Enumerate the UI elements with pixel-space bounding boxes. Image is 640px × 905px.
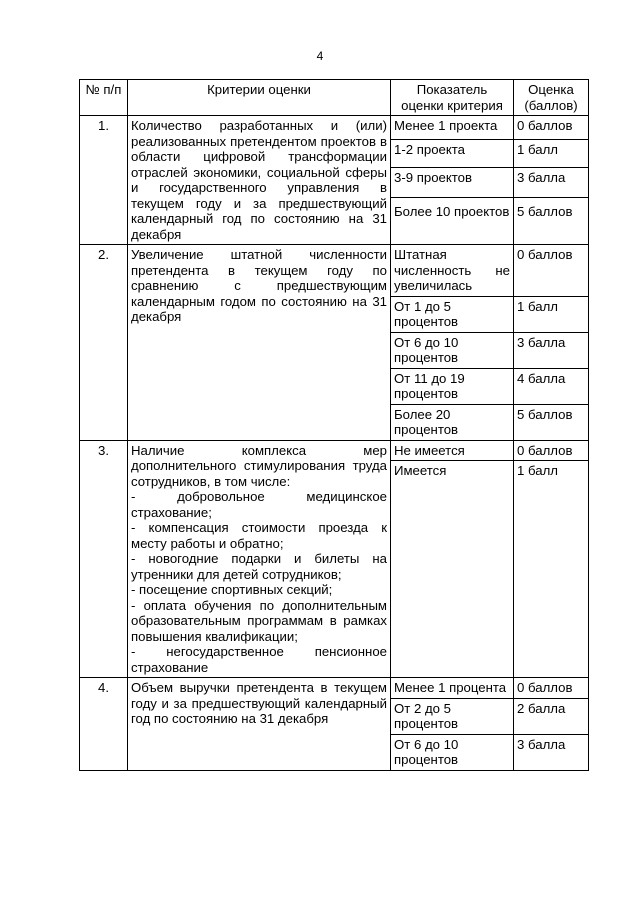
row-number: 1. bbox=[80, 116, 128, 245]
row-number: 4. bbox=[80, 678, 128, 771]
score-cell: 3 балла bbox=[514, 734, 589, 770]
indicator-cell: 1-2 проекта bbox=[391, 140, 514, 168]
score-cell: 4 балла bbox=[514, 368, 589, 404]
indicator-cell: От 6 до 10 процентов bbox=[391, 332, 514, 368]
header-score: Оценка (баллов) bbox=[514, 80, 589, 116]
score-cell: 5 баллов bbox=[514, 404, 589, 440]
score-cell: 2 балла bbox=[514, 698, 589, 734]
criteria-table bbox=[79, 79, 589, 771]
indicator-cell: 3-9 проектов bbox=[391, 168, 514, 198]
indicator-cell: От 11 до 19 процентов bbox=[391, 368, 514, 404]
indicator-cell: От 6 до 10 процентов bbox=[391, 734, 514, 770]
table-row bbox=[80, 116, 589, 140]
criteria-cell: Наличие комплекса мер дополнительного стимулирования труда сотрудников, в том числе: - добровольное медицинское страхование; - компенсация стоимости проезда к месту работы и обратно; - новогодние подарки и билеты на утренники для детей сотрудников; - посещение спортивных секций; - оплата обучения по дополнительным образовательным программам в рамках повышения квалификации; - негосударственное пенсионное страхование bbox=[128, 440, 391, 678]
indicator-cell: Штатная численность не увеличилась bbox=[391, 245, 514, 297]
table-header-row bbox=[80, 80, 589, 116]
score-cell: 0 баллов bbox=[514, 678, 589, 699]
score-cell: 1 балл bbox=[514, 140, 589, 168]
indicator-cell: От 1 до 5 процентов bbox=[391, 296, 514, 332]
indicator-cell: Имеется bbox=[391, 461, 514, 678]
header-criteria: Критерии оценки bbox=[128, 80, 391, 116]
score-cell: 3 балла bbox=[514, 168, 589, 198]
header-num: № п/п bbox=[80, 80, 128, 116]
indicator-cell: Менее 1 процента bbox=[391, 678, 514, 699]
criteria-cell: Количество разработанных и (или) реализованных претендентом проектов в области цифровой трансформации отраслей экономики, социальной сферы и государственного управления в текущем году и за предшествующий календарный год по состоянию на 31 декабря bbox=[128, 116, 391, 245]
indicator-cell: Более 10 проектов bbox=[391, 198, 514, 245]
indicator-cell: От 2 до 5 процентов bbox=[391, 698, 514, 734]
header-indicator: Показатель оценки критерия bbox=[391, 80, 514, 116]
row-number: 3. bbox=[80, 440, 128, 678]
score-cell: 0 баллов bbox=[514, 245, 589, 297]
row-number: 2. bbox=[80, 245, 128, 441]
score-cell: 1 балл bbox=[514, 461, 589, 678]
table-row bbox=[80, 678, 589, 699]
criteria-cell: Увеличение штатной численности претендента в текущем году по сравнению с предшествующим календарным годом по состоянию на 31 декабря bbox=[128, 245, 391, 441]
score-cell: 0 баллов bbox=[514, 440, 589, 461]
table-row bbox=[80, 440, 589, 461]
score-cell: 5 баллов bbox=[514, 198, 589, 245]
criteria-cell: Объем выручки претендента в текущем году и за предшествующий календарный год по состоянию на 31 декабря bbox=[128, 678, 391, 771]
score-cell: 3 балла bbox=[514, 332, 589, 368]
score-cell: 0 баллов bbox=[514, 116, 589, 140]
indicator-cell: Менее 1 проекта bbox=[391, 116, 514, 140]
indicator-cell: Более 20 процентов bbox=[391, 404, 514, 440]
indicator-cell: Не имеется bbox=[391, 440, 514, 461]
score-cell: 1 балл bbox=[514, 296, 589, 332]
table-row bbox=[80, 245, 589, 297]
page-number: 4 bbox=[316, 49, 324, 63]
